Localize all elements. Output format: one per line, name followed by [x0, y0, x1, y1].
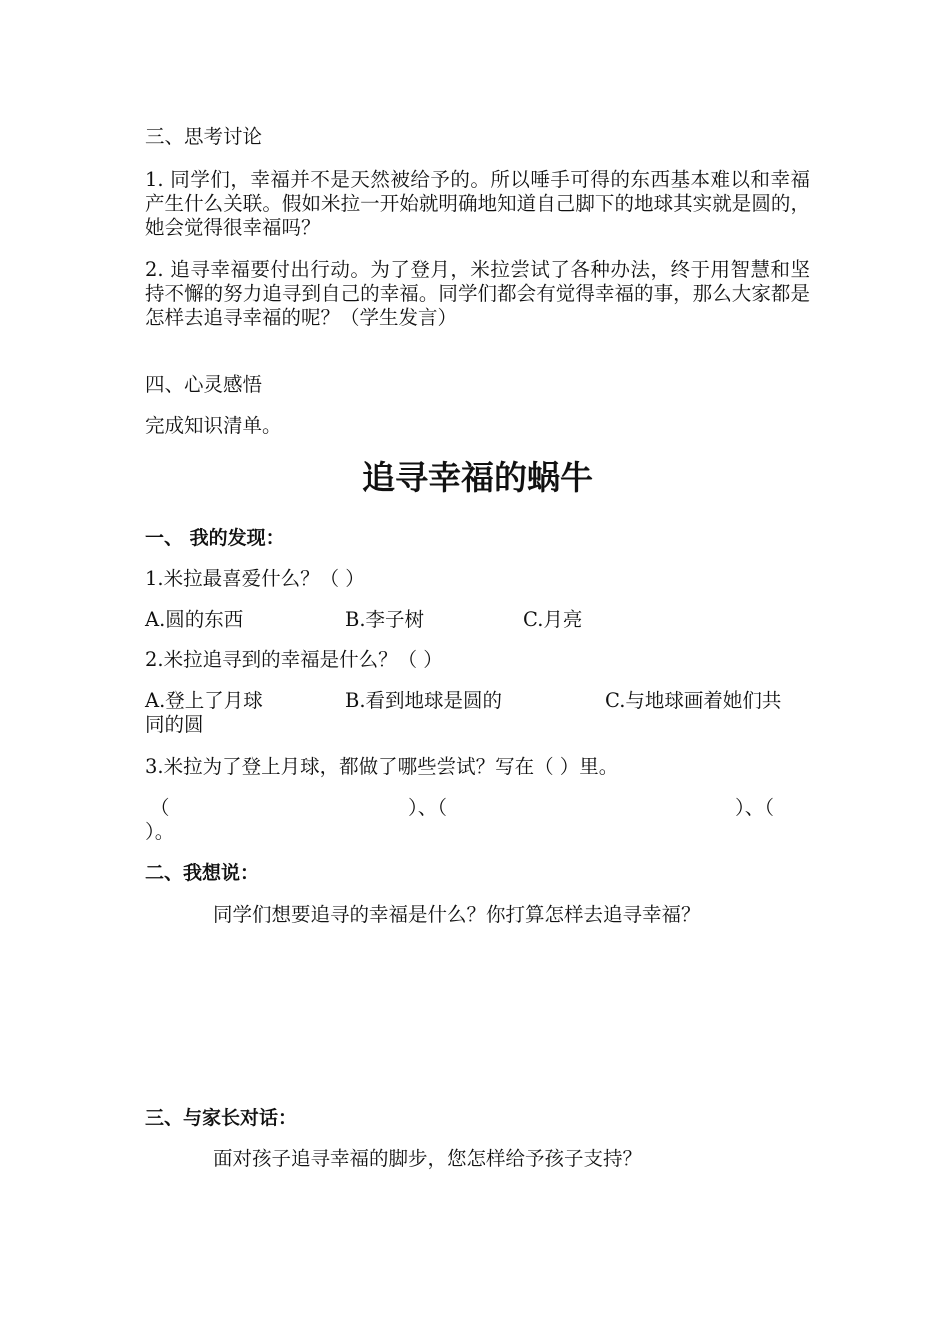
- q1-option-a: A.圆的东西: [145, 608, 244, 631]
- part2-heading: 二、我想说：: [145, 862, 260, 884]
- worksheet-title: 追寻幸福的蜗牛: [362, 458, 593, 497]
- q2-option-a: A.登上了月球: [145, 689, 263, 712]
- question-3: 3.米拉为了登上月球，都做了哪些尝试？写在（ ）里。: [145, 755, 619, 778]
- section-heading-discussion: 三、思考讨论: [145, 125, 263, 148]
- q1-option-b: B.李子树: [345, 608, 425, 631]
- section-heading-reflection: 四、心灵感悟: [145, 373, 263, 396]
- q2-option-b: B.看到地球是圆的: [345, 689, 503, 712]
- q3-blank-2-close: ）、（: [735, 796, 775, 819]
- part2-prompt: 同学们想要追寻的幸福是什么？你打算怎样去追寻幸福？: [213, 903, 701, 926]
- q3-blank-1-open: （: [150, 796, 170, 819]
- question-1: 1.米拉最喜爱什么？（ ）: [145, 567, 365, 590]
- reflection-instruction: 完成知识清单。: [145, 414, 282, 437]
- q2-option-c-continued: 同的圆: [145, 713, 204, 736]
- discussion-paragraph-1: 1. 同学们，幸福并不是天然被给予的。所以唾手可得的东西基本难以和幸福产生什么关联。假如米拉一开始就明确地知道自己脚下的地球其实就是圆的，她会觉得很幸福吗？: [145, 168, 810, 239]
- q3-blank-1-close: ）、（: [408, 796, 448, 819]
- part3-heading: 三、与家长对话：: [145, 1107, 298, 1129]
- q3-blank-3-close: ）。: [145, 820, 175, 843]
- question-2: 2.米拉追寻到的幸福是什么？（ ）: [145, 648, 443, 671]
- part1-heading: 一、 我的发现：: [145, 527, 285, 549]
- discussion-paragraph-2: 2. 追寻幸福要付出行动。为了登月，米拉尝试了各种办法，终于用智慧和坚持不懈的努力追寻到自己的幸福。同学们都会有觉得幸福的事，那么大家都是怎样去追寻幸福的呢？（学生发言）: [145, 258, 810, 329]
- part3-prompt: 面对孩子追寻幸福的脚步，您怎样给予孩子支持？: [213, 1147, 643, 1170]
- q2-option-c: C.与地球画着她们共: [605, 689, 782, 712]
- q1-option-c: C.月亮: [523, 608, 583, 631]
